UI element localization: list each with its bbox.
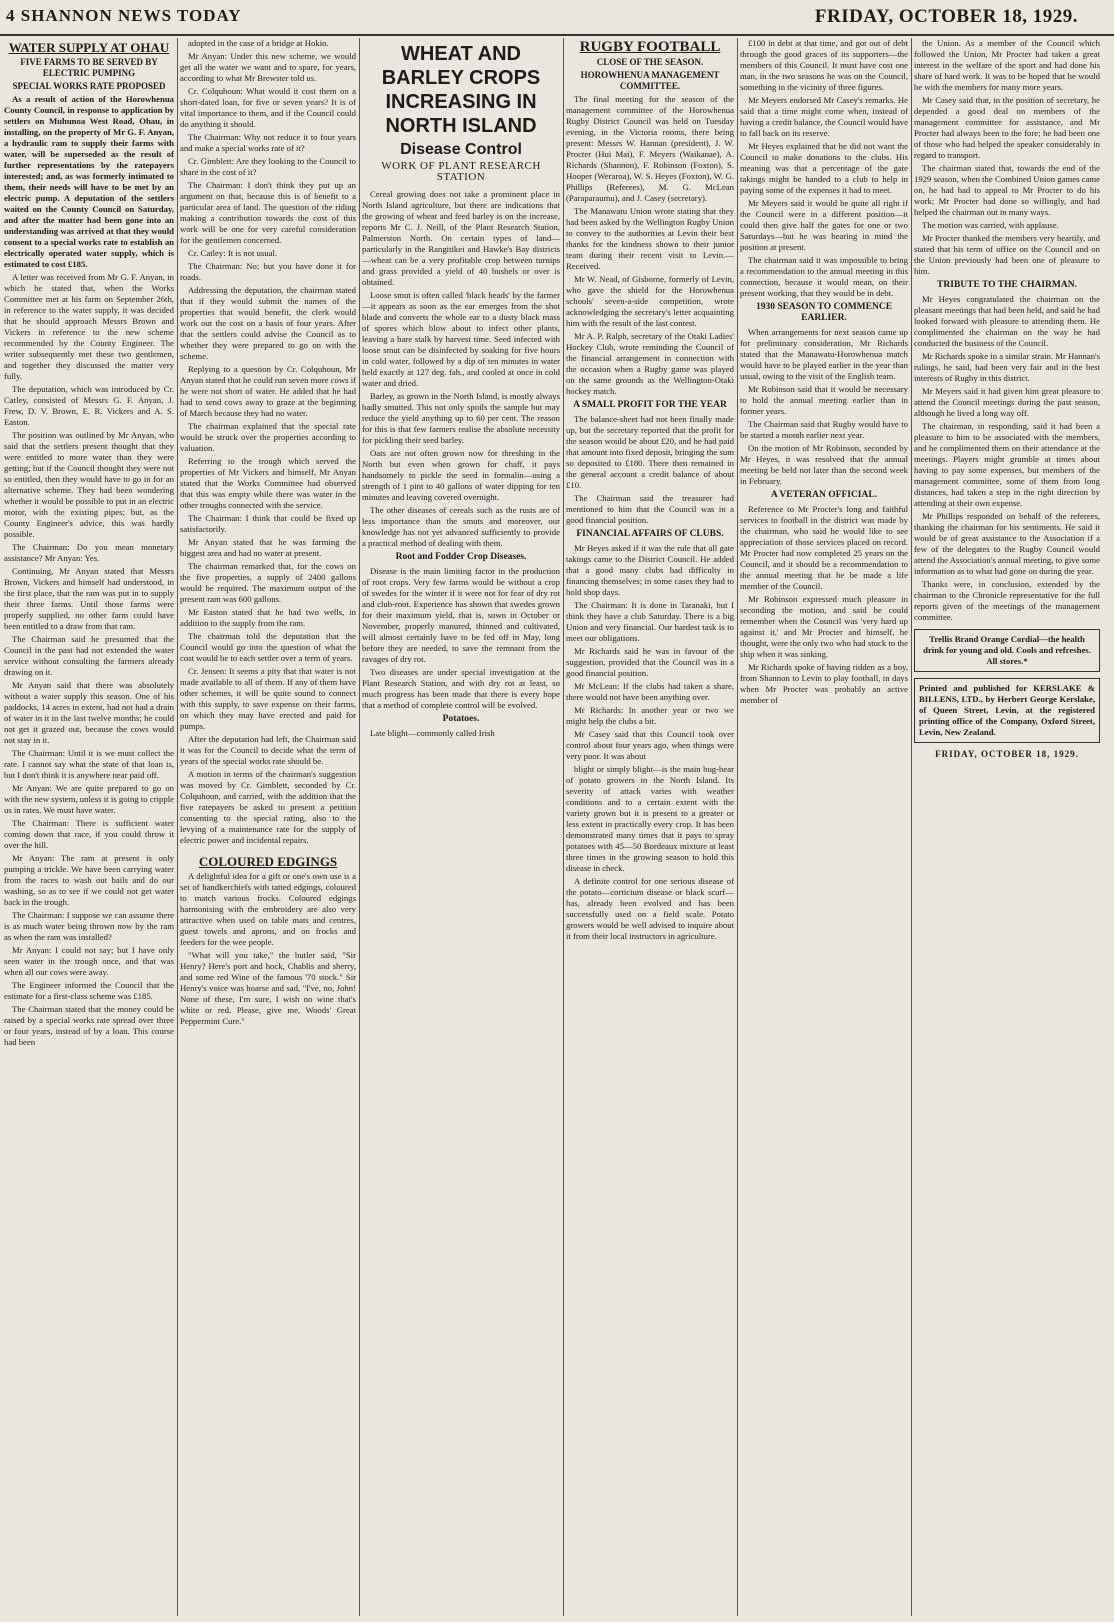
paragraph: When arrangements for next season came up for preliminary consideration, Mr Richards stated that the Manawatu-Horowhenua match would have to be played earlier in the year than usual, owing to the visit of the English team. — [740, 327, 908, 381]
section-heading: A SMALL PROFIT FOR THE YEAR — [573, 400, 727, 410]
paragraph: adopted in the case of a bridge at Hokio. — [188, 38, 329, 48]
column-2 — [180, 38, 356, 1618]
paragraph: The Chairman: It is done in Taranaki, but I think they have a club Saturday. There is a big Union and very financial. Our hardest task is to meet our obligations. — [566, 600, 734, 643]
issue-date: FRIDAY, OCTOBER 18, 1929. — [814, 6, 1078, 27]
paragraph: the Union. As a member of the Council which followed the Union, Mr Procter had taken a great interest in the welfare of the sport and had done his share of hard work. It was to be hoped that he would be with the members for many more years. — [914, 38, 1100, 92]
paragraph: Mr Phillips responded on behalf of the referees, thanking the chairman for his sentiments. He said it would be of great assistance to the Association if a few of the delegates to the Rugby Council would attend the Association's annual meeting, to give some information as to what had gone on during the year. — [914, 511, 1100, 576]
paragraph: Mr A. P. Ralph, secretary of the Otaki Ladies' Hockey Club, wrote reminding the Council of the financial arrangement in connection with the occasion when a Rugby game was played on the same grounds as the Wellington-Otaki hockey match. — [566, 331, 734, 396]
column-4 — [566, 38, 734, 1618]
paragraph: A motion in terms of the chairman's suggestion was moved by Cr. Gimblett, seconded by Cr. Colquhoun, and carried, with the addition that the five ratepayers be asked to present a petition consenting to the special rating, also to the levying of a maintenance rate for the supply of electric power and incidental repairs. — [180, 769, 356, 845]
paragraph: Mr Casey said that this Council took over control about four years ago, when things were very poor. It was about — [566, 729, 734, 761]
paragraph: Late blight—commonly called Irish — [370, 728, 495, 738]
section-heading: TRIBUTE TO THE CHAIRMAN. — [937, 280, 1077, 290]
paragraph: Loose smut is often called 'black heads' by the farmer—it appears as soon as the ear emerges from the shot blade and converts the whole ear to a dusty black mass of spores which blow about to infect other plants, leaving a bare stalk by harvest time. Seed infected with loose smut can be disinfected by soaking for five hours in cold water, followed by a dip of ten minutes in water held exactly at 127 deg. fah., and cooled at once in cold water and dried. — [362, 290, 560, 388]
paragraph: A delightful idea for a gift or one's own use is a set of handkerchiefs with tatted edgings, coloured to match various frocks. Coloured edgings harmonising with the embroidery are also very attractive when used on table mats and centres, guest towels and aprons, and on frocks and feeders for the wee people. — [180, 871, 356, 947]
paragraph: Mr Richards spoke in a similar strain. Mr Hannan's rulings, he said, had been very fair and in the best interests of Rugby in this district. — [914, 351, 1100, 383]
paragraph: The chairman remarked that, for the cows on the five properties, a supply of 2400 gallons would be required. The maximum output of the present ram was 600 gallons. — [180, 561, 356, 604]
disease-control-subhead: Disease Control — [400, 141, 522, 158]
paragraph: As a result of action of the Horowhenua County Council, in response to application by settlers on Muhunoa West Road, Ohau, in installing, on the property of Mr G. F. Anyan, a hydraulic ram to supply their farms with water, will be superseded as the result of further representations by the ratepayers interested; and, as was formerly intimated to them, their needs will have to be met by an electric pump. A deputation of the settlers waited on the County Council on Saturday, and after the matter had been gone into an understanding was arrived at that they would consent to a special works rate to establish an electrically operated water supply, which is estimated to cost £185. — [4, 94, 174, 269]
water-supply-subhead: FIVE FARMS TO BE SERVED BY ELECTRIC PUMPING — [20, 57, 158, 78]
section-heading: Root and Fodder Crop Diseases. — [395, 552, 527, 562]
paragraph: After the deputation had left, the Chairman said it was for the Council to decide what the term of years of the special works rate should be. — [180, 734, 356, 766]
publisher-imprint — [914, 678, 1100, 743]
column-6 — [914, 38, 1100, 1618]
paragraph: The Chairman: Do you mean monetary assistance? Mr Anyan: Yes. — [4, 542, 174, 563]
paragraph: The chairman, in responding, said it had been a pleasure to him to be associated with the members, and he complimented them on their attendance at the meetings. Players might grumble at times about having to pay some expenses, but members of the management committee, some of them from long distances, had taken a step in the right direction by attending at their own expense. — [914, 421, 1100, 508]
page-header — [0, 0, 1114, 36]
paragraph: The Chairman: No; but you have done it for roads. — [180, 261, 356, 282]
paragraph: Cr. Jensen: It seems a pity that that water is not made available to all of them. If any of them have other schemes, it will be quite sound to connect with this supply, to save expense on their farms, on which they may have erected and paid for pumps. — [180, 666, 356, 731]
paragraph: The other diseases of cereals such as the rusts are of less importance than the smuts and moreover, our knowledge has not yet advanced sufficiently to provide a practical method of dealing with them. — [362, 505, 560, 548]
wheat-barley-headline: WHEAT AND BARLEY CROPS INCREASING IN NORTH ISLAND — [381, 43, 541, 137]
paragraph: The Chairman: I don't think they put up an argument on that, because this is of benefit to a particular area of land. The question of the riding making a contribution towards the cost of this work will be one for very careful consideration for the gentlemen concerned. — [180, 180, 356, 245]
paragraph: Two diseases are under special investigation at the Plant Research Station, and with dry rot at least, so much progress has been made that there is every hope that a method of complete control will be evolved. — [362, 667, 560, 710]
paragraph: Cr. Colquhoun: What would it cost them on a short-dated loan, for five or seven years? It is of vital importance to them, and if the Council could do anything it should. — [180, 86, 356, 129]
paragraph: The Chairman: Why not reduce it to four years and make a special works rate of it? — [180, 132, 356, 153]
rugby-subhead: CLOSE OF THE SEASON. — [596, 57, 704, 67]
advert-text: Trellis Brand Orange Cordial—the health drink for young and old. Cools and refreshes. All stores.* — [923, 634, 1091, 666]
paragraph: On the motion of Mr Robinson, seconded by Mr Heyes, it was resolved that the annual meeting be held not later than the second week in February. — [740, 443, 908, 486]
water-supply-headline: WATER SUPPLY AT OHAU — [8, 40, 170, 55]
masthead-left: 4 SHANNON NEWS TODAY — [6, 6, 242, 25]
paragraph: Cr. Catley: It is not usual. — [188, 248, 278, 258]
paragraph: The Chairman said he presumed that the Council in the past had not extended the water service without consulting the farmers already drawing on it. — [4, 634, 174, 677]
paragraph: Mr Heyes explained that he did not want the Council to make donations to the clubs. His meaning was that a percentage of the gate takings might be handed to a club to help in paying some of the expenses it had to meet. — [740, 141, 908, 195]
paragraph: Mr Richards said he was in favour of the suggestion, provided that the Council was in a good financial position. — [566, 646, 734, 678]
paragraph: Mr Richards: In another year or two we might help the clubs a bit. — [566, 705, 734, 726]
section-heading: Potatoes. — [442, 714, 480, 724]
imprint-text: Printed and published for KERSLAKE & BILLENS, LTD., by Herbert George Kerslake, of Queen Street, Levin, at the registered printing office of the Company, Oxford Street, Levin, New Zealand. — [919, 683, 1095, 737]
paragraph: Mr Robinson said that it would be necessary to hold the annual meeting earlier than in former years. — [740, 384, 908, 416]
paragraph: £100 in debt at that time, and got out of debt through the good graces of its supporters—the members of this Council. It must have cost one man, in the two seasons he was on the Council, something in the vicinity of three figures. — [740, 38, 908, 92]
paragraph: Mr Anyan stated that he was farming the biggest area and had no water at present. — [180, 537, 356, 558]
paragraph: A letter was received from Mr G. F. Anyan, in which he stated that, when the Works Committee met at his farm on September 26th, in reference to the water supply, it was decided that he should approach Messrs Brown and Vickers in reference to the new scheme recommended by the County Engineer. The writer subsequently met these two gentlemen, and together they discussed the matter very fully. — [4, 272, 174, 381]
section-heading: A VETERAN OFFICIAL. — [770, 490, 878, 500]
paragraph: Reference to Mr Procter's long and faithful services to football in the district was made by the chairman, who said he would like to see appreciation of those services placed on record. Mr Procter had now completed 25 years on the Council, and it should be a recommendation to the annual meeting that he be made a life member of the Council. — [740, 504, 908, 591]
section-heading: FINANCIAL AFFAIRS OF CLUBS. — [576, 529, 724, 539]
paragraph: Mr Anyan said that there was absolutely without a water supply this season. One of his paddocks, 14 acres in extent, had not had a drain of water in it in the last twelve months; he could not get it grazed out, because the cows would not stay in it. — [4, 680, 174, 745]
paragraph: Mr Meyers said it had given him great pleasure to attend the Council meetings during the past season, although he lived a long way off. — [914, 386, 1100, 418]
coloured-edgings-headline: COLOURED EDGINGS — [198, 854, 338, 869]
paragraph: Replying to a question by Cr. Colquhoun, Mr Anyan stated that he could run seven more cows if he were not short of water. He added that he had had to send cows away to graze at the beginning of March because they had no water. — [180, 364, 356, 418]
paragraph: The chairman said it was impossible to bring a recommendation to the annual meeting in this connection, because it would mean, on their present working, that they would be in debt. — [740, 255, 908, 298]
paragraph: blight or simply blight—is the main bug-bear of potato growers in the North Island. Its severity of attack varies with weather conditions and to a certain extent with the variety grown but it is present to a greater or less extent in practically every crop. It has been demonstrated many times that it pays to spray potatoes with 45—50 Bordeaux mixture at least three times in the growing season to hold this disease in check. — [566, 764, 734, 873]
paragraph: Cereal growing does not take a prominent place in North Island agriculture, but there are indications that the growing of wheat and feed barley is on the increase, reports Mr C. J. Neill, of the Plant Research Station, Palmerston North. On certain types of land—particularly in the Rangitikei and Hawke's Bay districts—wheat can be a very profitable crop between turnips and grass provided a yield of 40 bushels or over is obtained. — [362, 189, 560, 287]
column-divider — [911, 38, 912, 1616]
paragraph: Mr Heyes asked if it was the rule that all gate takings came to the District Council. He added that a good many clubs had difficulty in financing themselves; in some cases they had to hold shop days. — [566, 543, 734, 597]
paragraph: The balance-sheet had not been finally made up, but the secretary reported that the profit for the season would be about £20, and he had paid that amount into fixed deposit, bringing the sum so deposited to £180. There then remained in the general account a credit balance of about £10. — [566, 414, 734, 490]
paragraph: The chairman explained that the special rate would be struck over the properties according to valuation. — [180, 421, 356, 453]
advert-verse: "What will you take," the butler said, "Sir Henry? Here's port and hock, Chablis and sherry, and some red Wine of the famous '70 stock." Sir Henry's voice was hoarse and sad, "I've, no, John! None of these, I'm sure, I wish no wine that's white or red. Please, give me, Woods' Great Peppermint Cure." — [180, 950, 356, 1026]
paragraph: The chairman told the deputation that the Council would go into the question of what the cost would be to each settler over a term of years. — [180, 631, 356, 663]
section-heading: 1930 SEASON TO COMMENCE EARLIER. — [755, 302, 893, 323]
column-divider — [737, 38, 738, 1616]
paragraph: The motion was carried, with applause. — [922, 220, 1059, 230]
paragraph: The chairman stated that, towards the end of the 1929 season, when the Combined Union games came on, he had had to appeal to Mr Procter to do his work; Mr Procter had done so willingly, and had helped the chairman out in many ways. — [914, 163, 1100, 217]
rugby-subhead: HOROWHENUA MANAGEMENT COMMITTEE. — [580, 70, 720, 91]
column-5 — [740, 38, 908, 1618]
paragraph: The Chairman: Until it is we must collect the rate. I cannot say what the state of that loan is, but I don't think it is anywhere near paid off. — [4, 748, 174, 780]
plant-research-kicker: WORK OF PLANT RESEARCH STATION — [381, 160, 541, 183]
paragraph: The Manawatu Union wrote stating that they had been asked by the Wellington Rugby Union to convey to the authorities at Levin their best thanks for the kindness shown to their junior team during their recent visit to Levin.—Received. — [566, 206, 734, 271]
column-divider — [177, 38, 178, 1616]
paragraph: Barley, as grown in the North Island, is mostly always badly smutted. This not only spoils the sample but may reduce the yield anything up to 60 per cent. The reason for this is that few farmers realise the absolute necessity for pickling their seed barley. — [362, 391, 560, 445]
paragraph: The deputation, which was introduced by Cr. Catley, consisted of Messrs G. F. Anyan, J. Frew, D. V. Brown, E. R. Vickers and A. S. Easton. — [4, 384, 174, 427]
paragraph: Mr Meyers said it would be quite all right if the Council were in a different position—it could then give half the gates for one or two Saturdays—but he was bearing in mind the position at present. — [740, 198, 908, 252]
paragraph: The Chairman: I think that could be fixed up satisfactorily. — [180, 513, 356, 534]
cordial-advert — [914, 629, 1100, 672]
paragraph: Disease is the main limiting factor in the production of root crops. Very few farms would be without a crop of swedes for the winter if it were not for fear of dry rot and club-root. Experience has shown that swedes grown for their maximum yield, that is, sown in October or November, properly manured, thinned and cultivated, will almost certainly have to be fed off in May, long before they are needed, to save the remnant from the ravages of dry rot. — [362, 566, 560, 664]
water-supply-subhead: SPECIAL WORKS RATE PROPOSED — [12, 81, 166, 91]
paragraph: Mr Anyan: Under this new scheme, we would get all the water we want and to spare, for years, according to what Mr Brewster told us. — [180, 51, 356, 83]
paragraph: Oats are not often grown now for threshing in the North but even when grown for chaff, it pays handsomely to pickle the seed in formalin—using a strength of 1 pint to 40 gallons of water dipping for ten minutes and leaving covered overnight. — [362, 448, 560, 502]
column-divider — [563, 38, 564, 1616]
paragraph: Mr Meyers endorsed Mr Casey's remarks. He said that a time might come when, instead of having a credit balance, the Council would have to fall back on its reserve. — [740, 95, 908, 138]
paragraph: The Engineer informed the Council that the estimate for a first-class scheme was £185. — [4, 980, 174, 1001]
paragraph: Mr Richards spoke of having ridden as a boy, from Shannon to Levin to play football, in days when Mr Procter was probably an active member of — [740, 662, 908, 705]
paragraph: The Chairman: I suppose we can assume there is as much water being thrown now by the ram as when the ram was installed? — [4, 910, 174, 942]
paragraph: The Chairman stated that the money could be raised by a special works rate spread over three or four years, instead of by a loan. This course had been — [4, 1004, 174, 1047]
paragraph: The Chairman said the treasurer had mentioned to him that the Council was in a good financial position. — [566, 493, 734, 525]
paragraph: Addressing the deputation, the chairman stated that if they would submit the names of the properties that would benefit, the clerk would work out the cost on a basis of four years. After that the settlers could advise the Council as to whether they were prepared to go on with the scheme. — [180, 285, 356, 361]
column-divider — [359, 38, 360, 1616]
paragraph: Continuing, Mr Anyan stated that Messrs Brown, Vickers and himself had understood, in the first place, that the ram was put in to supply their three farms. Until those farms were properly supplied, no other farm could have been entitled to a draw from that ram. — [4, 566, 174, 631]
rugby-headline: RUGBY FOOTBALL — [579, 39, 721, 55]
footer-date: FRIDAY, OCTOBER 18, 1929. — [935, 749, 1079, 759]
paragraph: The Chairman: There is sufficient water coming down that race, if you could throw it over the hill. — [4, 818, 174, 850]
paragraph: Mr Anyan: I could not say; but I have only seen water in the trough once, and that was when all our cows were away. — [4, 945, 174, 977]
paragraph: Mr W. Nead, of Gisborne, formerly of Levin, who gave the shield for the Horowhenua schools' seven-a-side competition, wrote acknowledging the secretary's letter acquainting him with the result of the last contest. — [566, 274, 734, 328]
paragraph: A definite control for one serious disease of the potato—corticium disease or black scurf—has, already been evolved and has been successfully used on a field scale. Potato growers would be well advised to inquire about it from their local instructors in agriculture. — [566, 876, 734, 941]
paragraph: Thanks were, in conclusion, extended by the chairman to the Chronicle representative for the full reports given of the meetings of the management committee. — [914, 579, 1100, 622]
paragraph: The Chairman said that Rugby would have to be started a month earlier next year. — [740, 419, 908, 440]
paragraph: Mr Easton stated that he had two wells, in addition to the supply from the ram. — [180, 607, 356, 628]
paragraph: The position was outlined by Mr Anyan, who said that the settlers present thought that they were entitled to more water than they were getting; but if the Council thought they were not so entitled, then they would have to go in for an alternative scheme. They had been wondering whether it would be possible to put in an electric motor, with the existing pipes; but, as the County Engineer's advice, this was hardly possible. — [4, 430, 174, 539]
paragraph: Mr Heyes congratulated the chairman on the pleasant meetings that had been held, and said he had looked forward with pleasure to attending them. He complimented the chairman on the way he had conducted the business of the Council. — [914, 294, 1100, 348]
paragraph: Mr McLean: If the clubs had taken a share, there would not have been anything over. — [566, 681, 734, 702]
paragraph: The final meeting for the season of the management committee of the Horowhenua Rugby District Council was held on Tuesday evening, in the Victoria rooms, there being present: Messrs W. Hannan (president), J. W. Procter (Hui Mai), F. Meyers (Waikanae), A. Richards (Shannon), F. Robinson (Foxton), S. Hooper (Weraroa), W. S. Heyes (Foxton), W. G. Phillips (Referees), M. G. McLean (Paraparaumu), and J. Casey (secretary). — [566, 94, 734, 203]
paragraph: Referring to the trough which served the properties of Mr Vickers and himself, Mr Anyan stated that the Works Committee had observed that this was empty while there was water in the other troughs connected with the service. — [180, 456, 356, 510]
paragraph: Mr Anyan: We are quite prepared to go on with the new system, unless it is going to cripple us in rates. We must have water. — [4, 783, 174, 815]
paragraph: Cr. Gimblett: Are they looking to the Council to share in the cost of it? — [180, 156, 356, 177]
paragraph: Mr Anyan: The ram at present is only pumping a trickle. We have been carrying water from the races to wash out bails and do our washing, so as to see if we could not get water back in the trough. — [4, 853, 174, 907]
column-1 — [4, 38, 174, 1618]
paragraph: Mr Casey said that, in the position of secretary, he depended a good deal on members of the management committee for assistance, and Mr Procter had always been to the fore; he had been one of those who had helped the speaker considerably in regard to transport. — [914, 95, 1100, 160]
column-3 — [362, 38, 560, 1618]
paragraph: Mr Robinson expressed much pleasure in seconding the motion, and said he could remember when the Council was 'very hard up against it,' and Mr Procter and himself, he thought, were the only two who had stuck to the ship when it was sinking. — [740, 594, 908, 659]
paragraph: Mr Procter thanked the members very heartily, and stated that his term of office on the Council and on the Union previously had been one of pleasure to him. — [914, 233, 1100, 276]
